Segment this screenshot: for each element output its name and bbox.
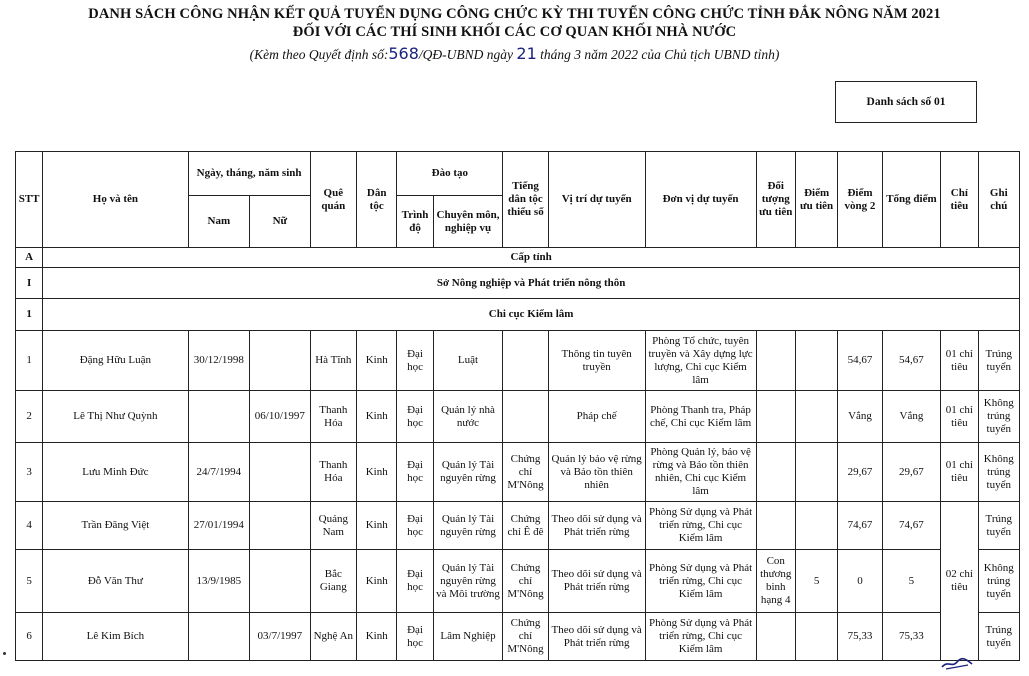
cell-priority-points: 5 [795,550,837,613]
cell-dob-female: 03/7/1997 [250,613,311,661]
doc-title-line1: DANH SÁCH CÔNG NHẬN KẾT QUẢ TUYỂN DỤNG CÔNG CHỨC KỲ THI TUYỂN CÔNG CHỨC TỈNH ĐẮK NÔNG NĂM 2021 [88,6,941,22]
cell-major: Luật [433,331,503,391]
section-label: Chi cục Kiểm lâm [43,299,1020,331]
table-row [16,613,1020,661]
col-total: Tổng điểm [882,152,941,248]
cell-major: Quản lý Tài nguyên rừng [433,502,503,550]
cell-dob-female [250,502,311,550]
col-name: Họ và tên [43,152,188,248]
cell-minority-lang: Chứng chỉ Ê đê [503,502,548,550]
section-row [16,268,1020,299]
scan-speck [3,652,6,655]
cell-dob-male: 13/9/1985 [188,550,250,613]
cell-level: Đại học [397,550,433,613]
col-female: Nữ [250,196,311,248]
cell-round2: Vắng [838,391,882,443]
section-row [16,248,1020,268]
cell-ethnicity: Kinh [357,443,397,502]
cell-major: Quản lý Tài nguyên rừng [433,443,503,502]
cell-hometown: Nghệ An [310,613,356,661]
subtitle-suffix: tháng 3 năm 2022 của Chủ tịch UBND tỉnh) [540,47,780,62]
cell-name: Lê Kim Bích [43,613,188,661]
cell-note: Trúng tuyển [978,502,1019,550]
cell-note: Không trúng tuyển [978,391,1019,443]
cell-priority-group [756,391,795,443]
cell-total: 75,33 [882,613,941,661]
col-male: Nam [188,196,250,248]
table-row [16,391,1020,443]
cell-name: Trần Đăng Việt [43,502,188,550]
cell-total: 74,67 [882,502,941,550]
cell-round2: 75,33 [838,613,882,661]
cell-ethnicity: Kinh [357,613,397,661]
cell-hometown: Thanh Hóa [310,443,356,502]
col-dob: Ngày, tháng, năm sinh [188,152,310,196]
cell-position: Thông tin tuyên truyền [548,331,645,391]
cell-priority-group [756,613,795,661]
section-row [16,299,1020,331]
cell-ethnicity: Kinh [357,331,397,391]
cell-name: Lưu Minh Đức [43,443,188,502]
cell-dob-male [188,391,250,443]
cell-minority-lang: Chứng chỉ M'Nông [503,443,548,502]
cell-position: Theo dõi sử dụng và Phát triển rừng [548,502,645,550]
section-code: A [16,248,43,268]
col-major: Chuyên môn, nghiệp vụ [433,196,503,248]
col-priority-group: Đối tượng ưu tiên [756,152,795,248]
cell-hometown: Bắc Giang [310,550,356,613]
cell-quota: 01 chỉ tiêu [941,391,978,443]
col-quota: Chỉ tiêu [941,152,978,248]
cell-priority-group: Con thương binh hạng 4 [756,550,795,613]
cell-priority-group [756,331,795,391]
cell-dob-male [188,613,250,661]
cell-ethnicity: Kinh [357,550,397,613]
cell-ethnicity: Kinh [357,502,397,550]
table-row [16,443,1020,502]
cell-priority-group [756,502,795,550]
cell-priority-points [795,331,837,391]
cell-name: Đỗ Văn Thư [43,550,188,613]
decision-day: 21 [516,44,537,63]
cell-stt: 2 [16,391,43,443]
cell-dob-female [250,331,311,391]
initials-scribble-icon [940,656,974,670]
col-minority-lang: Tiếng dân tộc thiểu số [503,152,548,248]
cell-dob-female: 06/10/1997 [250,391,311,443]
cell-level: Đại học [397,502,433,550]
cell-dob-female [250,443,311,502]
col-priority-points: Điểm ưu tiên [795,152,837,248]
col-unit: Đơn vị dự tuyển [645,152,756,248]
table-row [16,550,1020,613]
cell-unit: Phòng Sử dụng và Phát triển rừng, Chi cục Kiểm lâm [645,550,756,613]
subtitle-prefix: (Kèm theo Quyết định số: [249,47,389,62]
cell-minority-lang: Chứng chỉ M'Nông [503,550,548,613]
cell-unit: Phòng Tổ chức, tuyên truyền và Xây dựng lực lượng, Chi cục Kiểm lâm [645,331,756,391]
cell-priority-points [795,502,837,550]
cell-position: Pháp chế [548,391,645,443]
col-training: Đào tạo [397,152,503,196]
cell-name: Lê Thị Như Quỳnh [43,391,188,443]
cell-total: 5 [882,550,941,613]
cell-dob-male: 24/7/1994 [188,443,250,502]
cell-major: Quản lý Tài nguyên rừng và Môi trường [433,550,503,613]
decision-number: 568 [388,44,419,63]
results-table [15,151,1020,661]
col-stt: STT [16,152,43,248]
col-level: Trình độ [397,196,433,248]
cell-stt: 5 [16,550,43,613]
cell-minority-lang: Chứng chỉ M'Nông [503,613,548,661]
cell-position: Quản lý bảo vệ rừng và Bảo tồn thiên nhiên [548,443,645,502]
cell-unit: Phòng Quản lý, bảo vệ rừng và Bảo tồn thiên nhiên, Chi cục Kiểm lâm [645,443,756,502]
cell-round2: 29,67 [838,443,882,502]
table-row [16,502,1020,550]
cell-quota: 02 chỉ tiêu [941,502,978,661]
cell-minority-lang [503,391,548,443]
cell-level: Đại học [397,613,433,661]
cell-stt: 4 [16,502,43,550]
cell-dob-male: 30/12/1998 [188,331,250,391]
cell-quota: 01 chỉ tiêu [941,443,978,502]
cell-ethnicity: Kinh [357,391,397,443]
cell-hometown: Thanh Hóa [310,391,356,443]
cell-total: 29,67 [882,443,941,502]
table-row [16,331,1020,391]
col-note: Ghi chú [978,152,1019,248]
col-round2: Điểm vòng 2 [838,152,882,248]
cell-unit: Phòng Sử dụng và Phát triển rừng, Chi cục Kiểm lâm [645,502,756,550]
cell-stt: 3 [16,443,43,502]
cell-stt: 1 [16,331,43,391]
section-code: I [16,268,43,299]
cell-level: Đại học [397,391,433,443]
section-label: Cấp tỉnh [43,248,1020,268]
cell-minority-lang [503,331,548,391]
cell-priority-points [795,391,837,443]
section-code: 1 [16,299,43,331]
cell-total: Vắng [882,391,941,443]
cell-priority-points [795,613,837,661]
cell-stt: 6 [16,613,43,661]
cell-quota: 01 chỉ tiêu [941,331,978,391]
cell-round2: 0 [838,550,882,613]
doc-title-line2: ĐỐI VỚI CÁC THÍ SINH KHỐI CÁC CƠ QUAN KHỐI NHÀ NƯỚC [292,24,737,40]
cell-total: 54,67 [882,331,941,391]
cell-position: Theo dõi sử dụng và Phát triển rừng [548,550,645,613]
cell-level: Đại học [397,331,433,391]
cell-dob-female [250,550,311,613]
col-position: Vị trí dự tuyển [548,152,645,248]
cell-priority-group [756,443,795,502]
cell-round2: 54,67 [838,331,882,391]
subtitle-middle: /QĐ-UBND ngày [418,47,514,62]
cell-name: Đặng Hữu Luận [43,331,188,391]
cell-unit: Phòng Sử dụng và Phát triển rừng, Chi cục Kiểm lâm [645,613,756,661]
list-number-box: Danh sách số 01 [835,81,977,123]
col-hometown: Quê quán [310,152,356,248]
cell-position: Theo dõi sử dụng và Phát triển rừng [548,613,645,661]
col-ethnicity: Dân tộc [357,152,397,248]
cell-major: Lâm Nghiệp [433,613,503,661]
doc-subtitle [0,44,1029,63]
cell-major: Quản lý nhà nước [433,391,503,443]
section-label: Sở Nông nghiệp và Phát triển nông thôn [43,268,1020,299]
cell-note: Không trúng tuyển [978,550,1019,613]
cell-priority-points [795,443,837,502]
cell-round2: 74,67 [838,502,882,550]
cell-hometown: Quảng Nam [310,502,356,550]
cell-note: Trúng tuyển [978,331,1019,391]
cell-level: Đại học [397,443,433,502]
cell-unit: Phòng Thanh tra, Pháp chế, Chi cục Kiểm lâm [645,391,756,443]
cell-hometown: Hà Tĩnh [310,331,356,391]
cell-dob-male: 27/01/1994 [188,502,250,550]
cell-note: Trúng tuyển [978,613,1019,661]
cell-note: Không trúng tuyển [978,443,1019,502]
